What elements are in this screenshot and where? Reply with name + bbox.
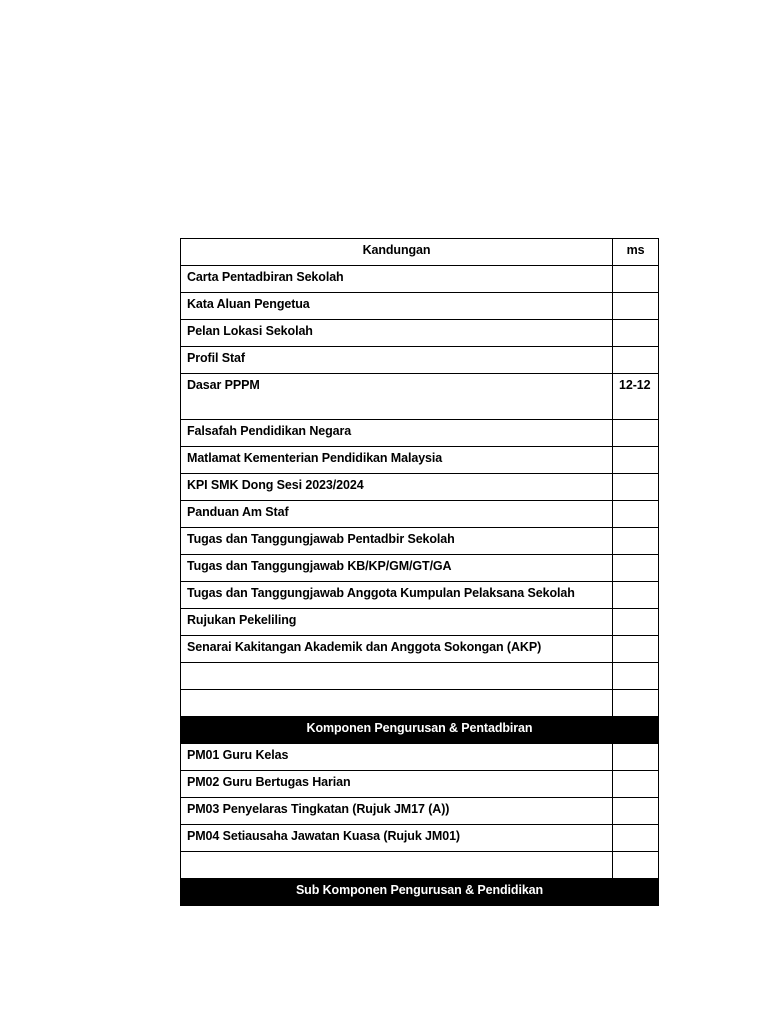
table-row [181,447,659,474]
row-title: Rujukan Pekeliling [181,609,613,636]
row-title [181,663,613,690]
table-row [181,501,659,528]
row-page [613,609,659,636]
table-row [181,825,659,852]
table-row [181,852,659,879]
row-page [613,501,659,528]
row-title: Dasar PPPM [181,374,613,420]
header-title-cell: Kandungan [181,239,613,266]
row-title: Falsafah Pendidikan Negara [181,420,613,447]
row-title: Kata Aluan Pengetua [181,293,613,320]
table-row [181,555,659,582]
table-row [181,798,659,825]
row-title: PM02 Guru Bertugas Harian [181,771,613,798]
row-page: 12-12 [613,374,659,420]
table-row [181,293,659,320]
table-row [181,663,659,690]
row-page [613,528,659,555]
row-title: Senarai Kakitangan Akademik dan Anggota Sokongan (AKP) [181,636,613,663]
table-row [181,347,659,374]
row-title [181,690,613,717]
row-page [613,266,659,293]
table-row [181,474,659,501]
row-page [613,347,659,374]
table-header-row [181,239,659,266]
table-row [181,636,659,663]
row-title [181,852,613,879]
table-row [181,420,659,447]
row-page [613,293,659,320]
row-title: Matlamat Kementerian Pendidikan Malaysia [181,447,613,474]
row-title: KPI SMK Dong Sesi 2023/2024 [181,474,613,501]
table-row [181,690,659,717]
row-page [613,447,659,474]
row-page [613,771,659,798]
table-row [181,609,659,636]
table-row [181,266,659,293]
section-header-row [181,879,659,906]
table-row [181,320,659,347]
row-page [613,320,659,347]
table-row [181,771,659,798]
row-page [613,690,659,717]
row-title: Panduan Am Staf [181,501,613,528]
section-header-row [181,717,659,744]
row-page [613,798,659,825]
row-page [613,636,659,663]
table-row [181,582,659,609]
row-page [613,555,659,582]
row-title: PM04 Setiausaha Jawatan Kuasa (Rujuk JM01) [181,825,613,852]
row-title: Carta Pentadbiran Sekolah [181,266,613,293]
row-title: Tugas dan Tanggungjawab KB/KP/GM/GT/GA [181,555,613,582]
row-page [613,582,659,609]
table-row [181,744,659,771]
row-page [613,474,659,501]
row-page [613,744,659,771]
row-page [613,663,659,690]
row-title: Tugas dan Tanggungjawab Anggota Kumpulan Pelaksana Sekolah [181,582,613,609]
row-title: PM03 Penyelaras Tingkatan (Rujuk JM17 (A)) [181,798,613,825]
row-title: Profil Staf [181,347,613,374]
row-title: Tugas dan Tanggungjawab Pentadbir Sekolah [181,528,613,555]
row-page [613,852,659,879]
row-page [613,825,659,852]
row-page [613,420,659,447]
section-header-komponen-pengurusan: Komponen Pengurusan & Pentadbiran [181,717,659,744]
header-page-cell: ms [613,239,659,266]
section-header-sub-komponen: Sub Komponen Pengurusan & Pendidikan [181,879,659,906]
row-title: Pelan Lokasi Sekolah [181,320,613,347]
table-of-contents [180,238,659,906]
row-title: PM01 Guru Kelas [181,744,613,771]
table-row [181,528,659,555]
table-row [181,374,659,420]
